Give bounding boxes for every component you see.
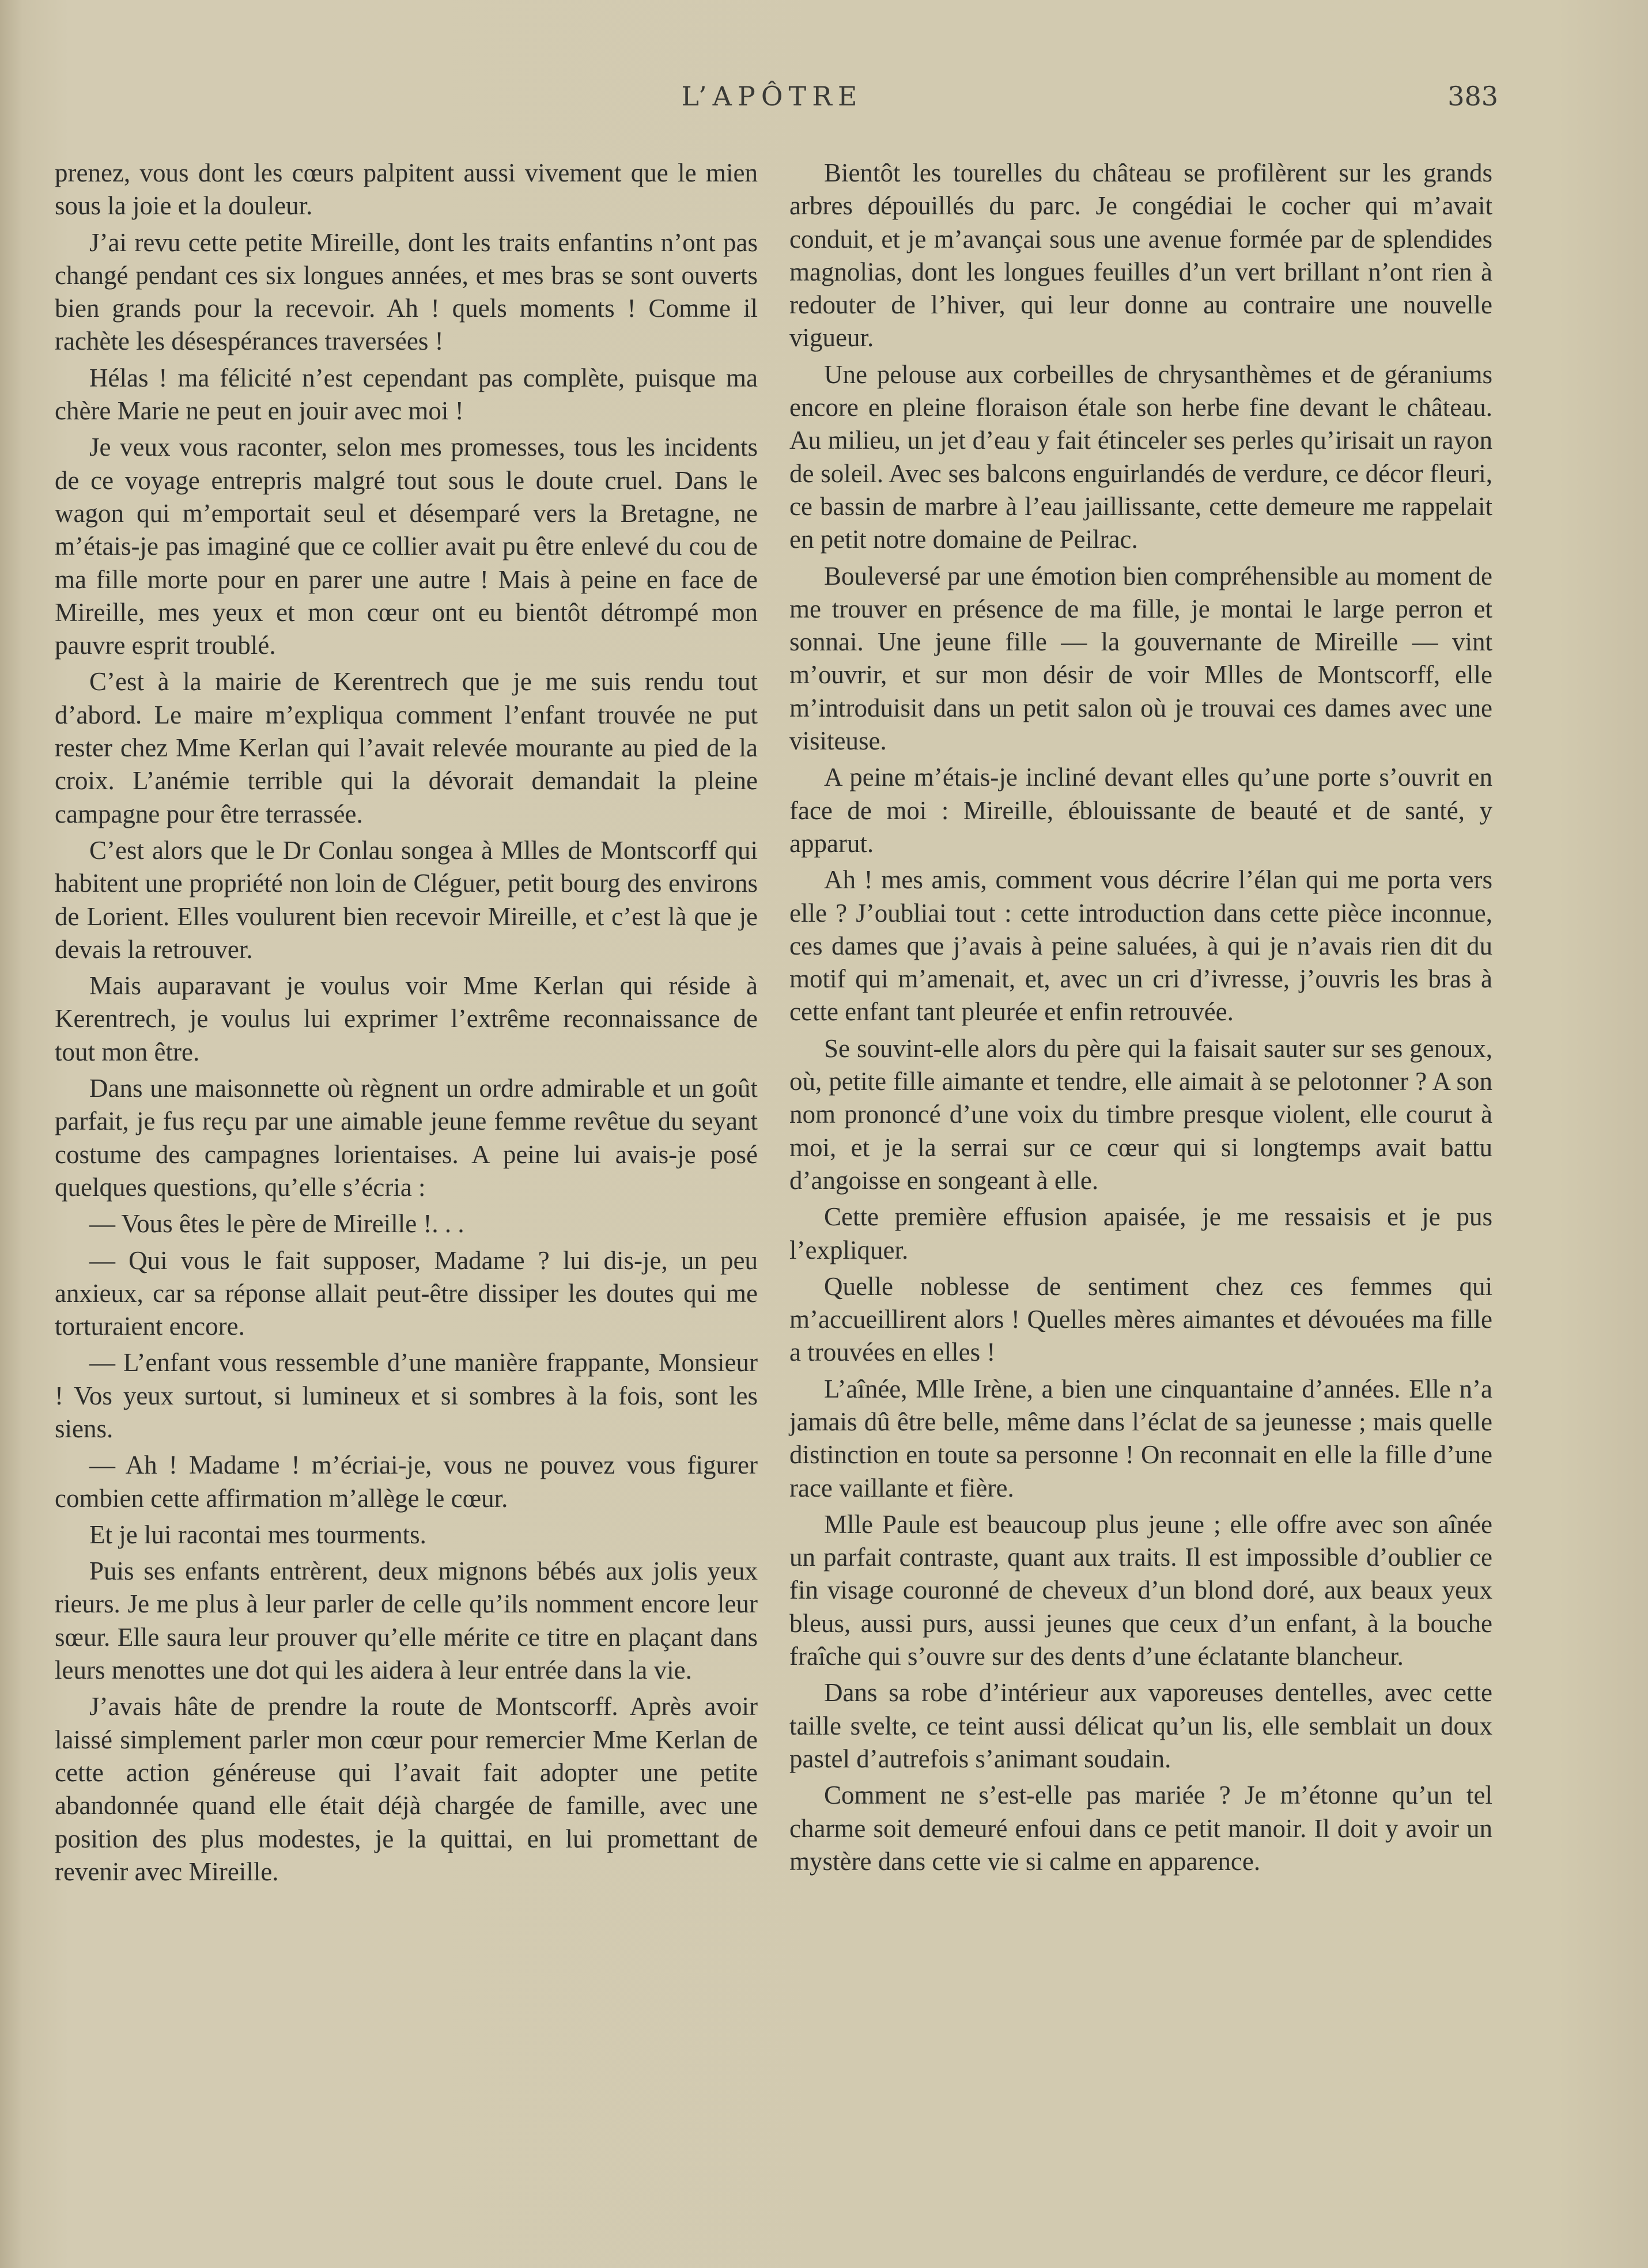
paragraph: Ah ! mes amis, comment vous décrire l’élan qui me porta vers elle ? J’oubliai tout : cette introduction dans cette pièce inconnue, ces dames que j’avais à peine saluées, à qui je n’avais rien dit du motif qui m’amenait, et, avec un cri d’ivresse, j’ouvris les bras à cette enfant tant pleurée et enfin retrouvée. xyxy=(789,865,1492,1027)
paragraph: — Vous êtes le père de Mireille !. . . xyxy=(89,1209,464,1239)
paragraph: C’est à la mairie de Kerentrech que je me suis rendu tout d’abord. Le maire m’expliqua comment l’enfant trouvée ne put rester chez Mme Kerlan qui l’avait relevée mourante au pied de la croix. L’anémie terrible qui la dévorait demandait la pleine campagne pour être terrassée. xyxy=(55,667,758,828)
paragraph: C’est alors que le Dr Conlau songea à Mlles de Montscorff qui habitent une propriété non loin de Cléguer, petit bourg des environs de Lorient. Elles voulurent bien recevoir Mireille, et c’est là que je devais la retrouver. xyxy=(55,835,758,964)
paragraph: L’aînée, Mlle Irène, a bien une cinquantaine d’années. Elle n’a jamais dû être belle, même dans l’éclat de sa jeunesse ; mais quelle distinction en toute sa personne ! On reconnait en elle la fille d’une race vaillante et fière. xyxy=(789,1374,1492,1502)
paragraph: Quelle noblesse de sentiment chez ces femmes qui m’accueillirent alors ! Quelles mères aimantes et dévouées ma fille a trouvées en elles ! xyxy=(789,1271,1492,1367)
paragraph: Comment ne s’est-elle pas mariée ? Je m’étonne qu’un tel charme soit demeuré enfoui dans ce petit manoir. Il doit y avoir un mystère dans cette vie si calme en apparence. xyxy=(789,1781,1492,1876)
paragraph: Mlle Paule est beaucoup plus jeune ; elle offre avec son aînée un parfait contraste, quant aux traits. Il est impossible d’oublier ce fin visage couronné de cheveux d’un blond doré, aux beaux yeux bleus, aussi purs, aussi jeunes que ceux d’un enfant, à la bouche fraîche qui s’ouvre sur des dents d’une éclatante blancheur. xyxy=(789,1509,1492,1671)
paragraph: prenez, vous dont les cœurs palpitent aussi vivement que le mien sous la joie et la douleur. xyxy=(55,158,758,221)
paragraph: J’ai revu cette petite Mireille, dont les traits enfantins n’ont pas changé pendant ces six longues années, et mes bras se sont ouverts bien grands pour la recevoir. Ah ! quels moments ! Comme il rachète les désespérances traversées ! xyxy=(55,228,758,356)
right-column xyxy=(789,157,1492,1881)
paragraph: — Qui vous le fait supposer, Madame ? lui dis-je, un peu anxieux, car sa réponse allait peut-être dissiper les doutes qui me torturaient encore. xyxy=(55,1245,758,1341)
paragraph: Dans une maisonnette où règnent un ordre admirable et un goût parfait, je fus reçu par une aimable jeune femme revêtue du seyant costume des campagnes lorientaises. A peine lui avais-je posé quelques questions, qu’elle s’écria : xyxy=(55,1074,758,1202)
paragraph: A peine m’étais-je incliné devant elles qu’une porte s’ouvrit en face de moi : Mireille, éblouissante de beauté et de santé, y apparut. xyxy=(789,763,1492,858)
paragraph: Puis ses enfants entrèrent, deux mignons bébés aux jolis yeux rieurs. Je me plus à leur parler de celle qu’ils nomment encore leur sœur. Elle saura leur prouver qu’elle mérite ce titre en plaçant dans leurs menottes une dot qui les aidera à leur entrée dans la vie. xyxy=(55,1557,758,1685)
paragraph: — Ah ! Madame ! m’écriai-je, vous ne pouvez vous figurer combien cette affirmation m’allège le cœur. xyxy=(55,1451,758,1513)
running-title: L’APÔTRE xyxy=(681,81,863,112)
paragraph: Bouleversé par une émotion bien compréhensible au moment de me trouver en présence de ma fille, je montai le large perron et sonnai. Une jeune fille — la gouvernante de Mireille — vint m’ouvrir, et sur mon désir de voir Mlles de Montscorff, elle m’introduisit dans un petit salon où je trouvai ces dames avec une visiteuse. xyxy=(789,561,1492,756)
paragraph: — L’enfant vous ressemble d’une manière frappante, Monsieur ! Vos yeux surtout, si lumineux et si sombres à la fois, sont les siens. xyxy=(55,1348,758,1443)
paragraph: Une pelouse aux corbeilles de chrysanthèmes et de géraniums encore en pleine floraison étale son herbe fine devant le château. Au milieu, un jet d’eau y fait étinceler ses perles qu’irisait un rayon de soleil. Avec ses balcons enguirlandés de verdure, ce décor fleuri, ce bassin de marbre à l’eau jaillissante, cette demeure me rappelait en petit notre domaine de Peilrac. xyxy=(789,359,1492,554)
paragraph: Et je lui racontai mes tourments. xyxy=(89,1520,426,1549)
paragraph: Dans sa robe d’intérieur aux vaporeuses dentelles, avec cette taille svelte, ce teint aussi délicat qu’un lis, elle semblait un doux pastel d’autrefois s’animant soudain. xyxy=(789,1678,1492,1773)
paragraph: J’avais hâte de prendre la route de Montscorff. Après avoir laissé simplement parler mon cœur pour remercier Mme Kerlan de cette action généreuse qui l’avait fait adopter une petite abandonnée quand elle était déjà chargée de famille, avec une position des plus modestes, je la quittai, en lui promettant de revenir avec Mireille. xyxy=(55,1692,758,1886)
page-header xyxy=(0,81,1648,121)
paragraph: Hélas ! ma félicité n’est cependant pas complète, puisque ma chère Marie ne peut en jouir avec moi ! xyxy=(55,363,758,426)
paragraph: Bientôt les tourelles du château se profilèrent sur les grands arbres dépouillés du parc. Je congédiai le cocher qui m’avait conduit, et je m’avançai sous une avenue formée par de splendides magnolias, dont les longues feuilles d’un vert brillant n’ont rien à redouter de l’hiver, qui leur donne au contraire une nouvelle vigueur. xyxy=(789,158,1492,353)
paragraph: Je veux vous raconter, selon mes promesses, tous les incidents de ce voyage entrepris malgré tout sous le doute cruel. Dans le wagon qui m’emportait seul et désemparé vers la Bretagne, ne m’étais-je pas imaginé que ce collier avait pu être enlevé du cou de ma fille morte pour en parer une autre ! Mais à peine en face de Mireille, mes yeux et mon cœur ont eu bientôt détrompé mon pauvre esprit troublé. xyxy=(55,433,758,660)
paragraph: Mais auparavant je voulus voir Mme Kerlan qui réside à Kerentrech, je voulus lui exprimer l’extrême reconnaissance de tout mon être. xyxy=(55,971,758,1066)
paragraph: Se souvint-elle alors du père qui la faisait sauter sur ses genoux, où, petite fille aimante et tendre, elle aimait à se pelotonner ? A son nom prononcé d’une voix du timbre presque violent, elle courut à moi, et je la serrai sur ce cœur qui si longtemps avait battu d’angoisse en songeant à elle. xyxy=(789,1033,1492,1195)
page-number: 383 xyxy=(1447,81,1498,112)
left-column xyxy=(55,157,758,1892)
paragraph: Cette première effusion apaisée, je me ressaisis et je pus l’expliquer. xyxy=(789,1202,1492,1264)
